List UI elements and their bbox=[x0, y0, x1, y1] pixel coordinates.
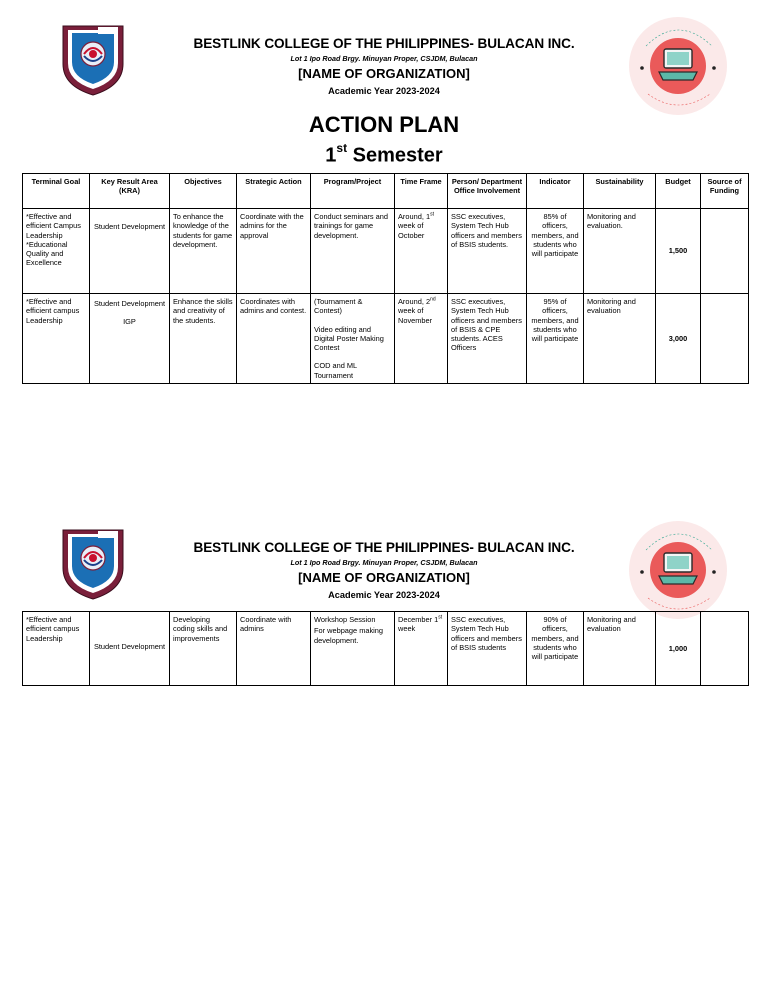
strategic-action-cell: Coordinate with the admins for the approval bbox=[237, 209, 311, 294]
system-tech-hub-logo bbox=[628, 16, 728, 116]
academic-year: Academic Year 2023-2024 bbox=[328, 590, 440, 600]
terminal-goal-cell: *Effective and efficient campus Leadership bbox=[23, 294, 90, 384]
funding-cell bbox=[701, 294, 749, 384]
persons-cell: SSC executives, System Tech Hub officers and members of BSIS students. bbox=[448, 209, 527, 294]
page1-header bbox=[0, 14, 768, 114]
strategic-action-cell: Coordinates with admins and contest. bbox=[237, 294, 311, 384]
college-seal-logo bbox=[60, 528, 126, 600]
sustainability-cell: Monitoring and evaluation bbox=[584, 294, 656, 384]
strategic-action-cell: Coordinate with admins bbox=[237, 612, 311, 686]
college-address: Lot 1 Ipo Road Brgy. Minuyan Proper, CSJDM, Bulacan bbox=[290, 558, 478, 567]
column-header: Indicator bbox=[527, 174, 584, 209]
table-row bbox=[23, 209, 749, 294]
sustainability-cell: Monitoring and evaluation. bbox=[584, 209, 656, 294]
funding-cell bbox=[701, 209, 749, 294]
table-row bbox=[23, 612, 749, 686]
academic-year: Academic Year 2023-2024 bbox=[328, 86, 440, 96]
program-cell: (Tournament & Contest) Video editing and Digital Poster Making Contest COD and ML Tournament bbox=[311, 294, 395, 384]
system-tech-hub-logo bbox=[628, 520, 728, 620]
sustainability-cell: Monitoring and evaluation bbox=[584, 612, 656, 686]
funding-cell bbox=[701, 612, 749, 686]
table-row bbox=[23, 294, 749, 384]
indicator-cell: 85% of officers, members, and students who will participate bbox=[527, 209, 584, 294]
column-header: Person/ Department Office Involvement bbox=[448, 174, 527, 209]
objectives-cell: Enhance the skills and creativity of the students. bbox=[170, 294, 237, 384]
program-cell: Conduct seminars and trainings for game development. bbox=[311, 209, 395, 294]
terminal-goal-cell: *Effective and efficient Campus Leadership *Educational Quality and Excellence bbox=[23, 209, 90, 294]
action-plan-table-continued bbox=[22, 611, 749, 686]
program-cell: Workshop Session For webpage making development. bbox=[311, 612, 395, 686]
action-plan-title: ACTION PLAN bbox=[308, 112, 460, 137]
budget-cell: 3,000 bbox=[656, 294, 701, 384]
persons-cell: SSC executives, System Tech Hub officers and members of BSIS students bbox=[448, 612, 527, 686]
budget-cell: 1,500 bbox=[656, 209, 701, 294]
time-frame-cell: December 1st week bbox=[395, 612, 448, 686]
action-plan-table bbox=[22, 173, 749, 384]
page2-header bbox=[0, 518, 768, 618]
college-address: Lot 1 Ipo Road Brgy. Minuyan Proper, CSJDM, Bulacan bbox=[290, 54, 478, 63]
terminal-goal-cell: *Effective and efficient campus Leadership bbox=[23, 612, 90, 686]
column-header: Terminal Goal bbox=[23, 174, 90, 209]
column-header: Key Result Area (KRA) bbox=[90, 174, 170, 209]
column-header: Budget bbox=[656, 174, 701, 209]
persons-cell: SSC executives, System Tech Hub officers and members of BSIS & CPE students. ACES Officers bbox=[448, 294, 527, 384]
semester-title: 1st Semester bbox=[325, 141, 443, 167]
time-frame-cell: Around, 1st week of October bbox=[395, 209, 448, 294]
kra-cell: Student Development bbox=[90, 612, 170, 686]
organization-name: [NAME OF ORGANIZATION] bbox=[298, 570, 470, 585]
table-header-row bbox=[23, 174, 749, 209]
column-header: Strategic Action bbox=[237, 174, 311, 209]
objectives-cell: Developing coding skills and improvements bbox=[170, 612, 237, 686]
objectives-cell: To enhance the knowledge of the students for game development. bbox=[170, 209, 237, 294]
column-header: Program/Project bbox=[311, 174, 395, 209]
college-name: BESTLINK COLLEGE OF THE PHILIPPINES- BULACAN INC. bbox=[193, 36, 575, 51]
kra-cell: Student Development IGP bbox=[90, 294, 170, 384]
kra-cell: Student Development bbox=[90, 209, 170, 294]
time-frame-cell: Around, 2nd week of November bbox=[395, 294, 448, 384]
indicator-cell: 95% of officers, members, and students who will participate bbox=[527, 294, 584, 384]
college-name: BESTLINK COLLEGE OF THE PHILIPPINES- BULACAN INC. bbox=[193, 540, 575, 555]
column-header: Source of Funding bbox=[701, 174, 749, 209]
college-seal-logo bbox=[60, 24, 126, 96]
budget-cell: 1,000 bbox=[656, 612, 701, 686]
organization-name: [NAME OF ORGANIZATION] bbox=[298, 66, 470, 81]
column-header: Objectives bbox=[170, 174, 237, 209]
column-header: Time Frame bbox=[395, 174, 448, 209]
indicator-cell: 90% of officers, members, and students who will participate bbox=[527, 612, 584, 686]
column-header: Sustainability bbox=[584, 174, 656, 209]
